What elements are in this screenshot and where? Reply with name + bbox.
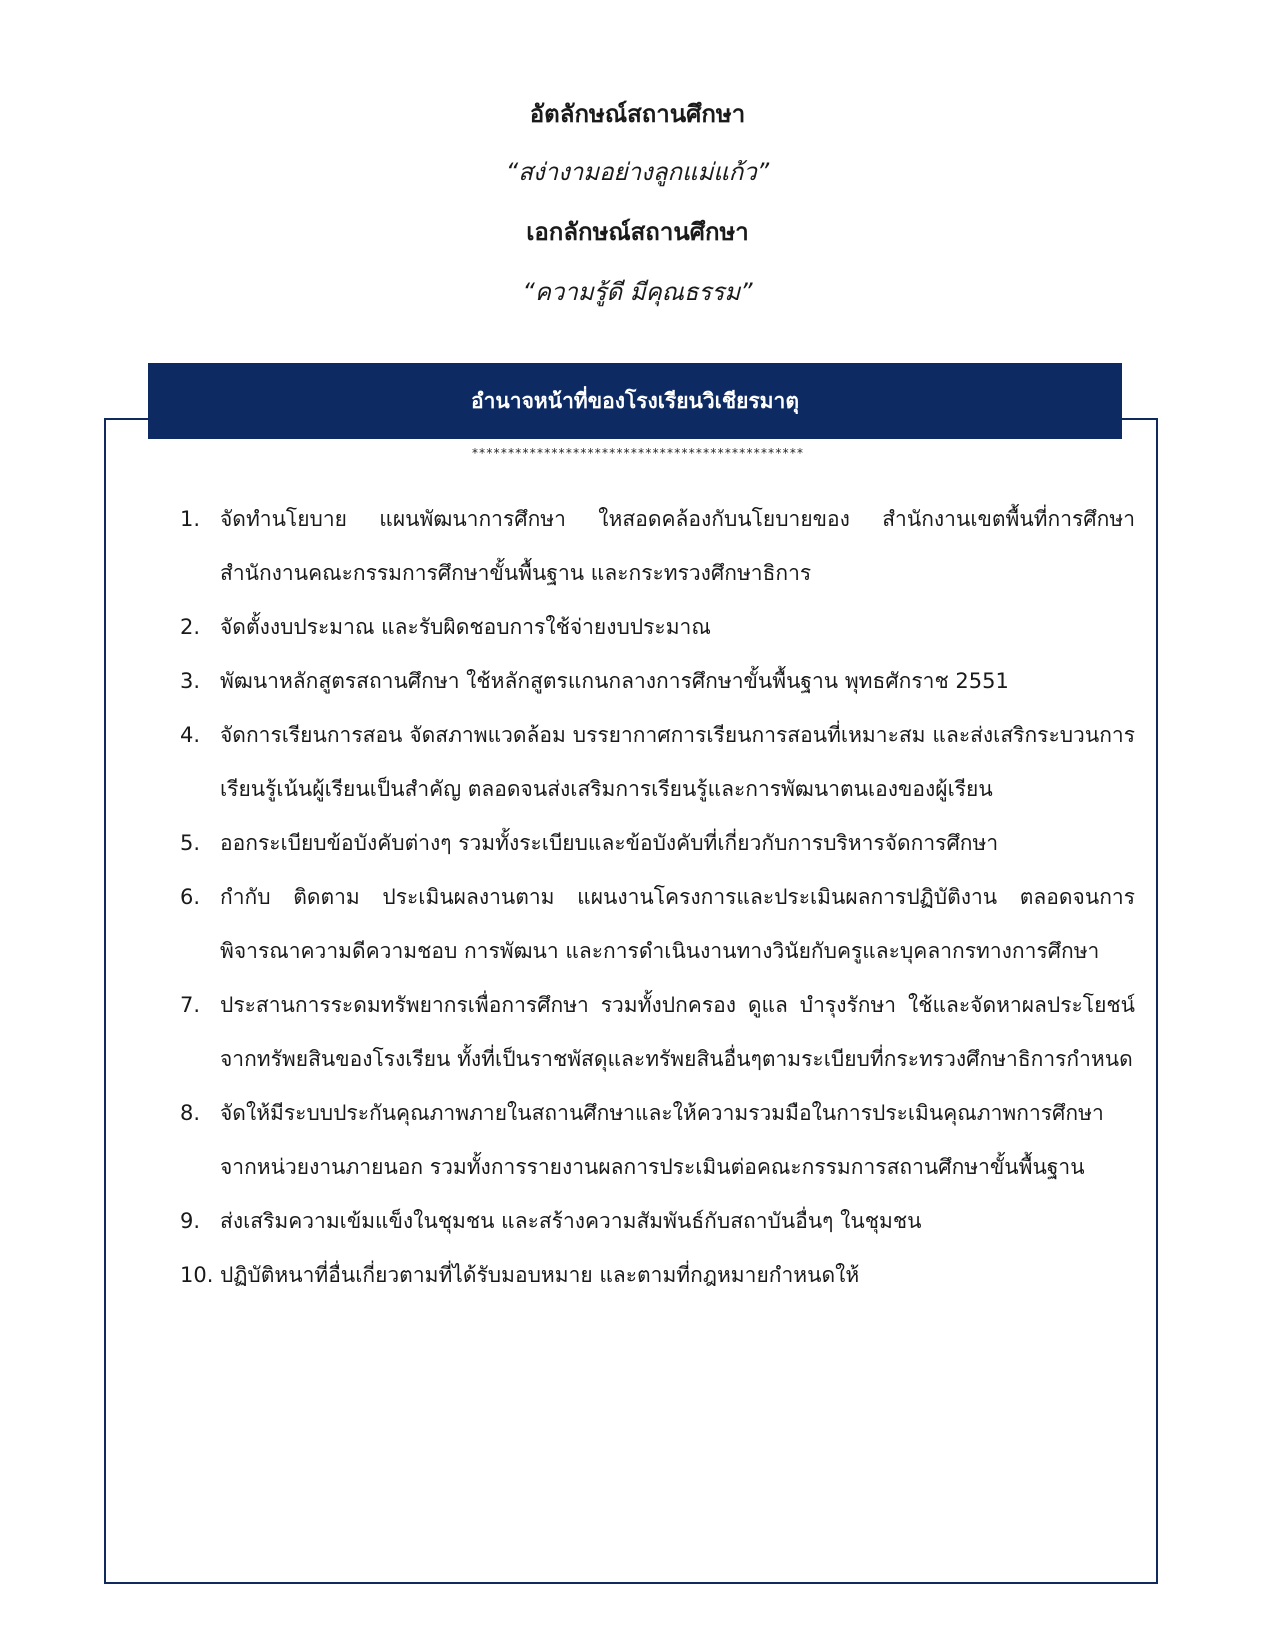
divider-asterisks: ********************************************** bbox=[471, 446, 804, 460]
list-item-number: 9. bbox=[180, 1209, 201, 1233]
list-item-text: ออกระเบียบข้อบังคับต่างๆ รวมทั้งระเบียบและข้อบังคับที่เกี่ยวกับการบริหารจัดการศึกษา bbox=[220, 831, 999, 855]
list-item-number: 10. bbox=[180, 1263, 214, 1287]
list-item-text: ปฏิบัติหนาที่อื่นเกี่ยวตามที่ได้รับมอบหมาย และตามที่กฎหมายกำหนดให้ bbox=[220, 1263, 860, 1287]
list-item bbox=[180, 978, 1135, 1086]
uniqueness-value: “ความรู้ดี มีคุณธรรม” bbox=[522, 278, 753, 306]
list-item-text: จัดการเรียนการสอน จัดสภาพแวดล้อม บรรยากาศการเรียนการสอนที่เหมาะสม และส่งเสริกระบวนการเรียนรู้เน้นผู้เรียนเป็นสำคัญ ตลอดจนส่งเสริมการเรียนรู้และการพัฒนาตนเองของผู้เรียน bbox=[220, 723, 1135, 801]
list-item-number: 3. bbox=[180, 669, 201, 693]
list-item-text: พัฒนาหลักสูตรสถานศึกษา ใช้หลักสูตรแกนกลางการศึกษาขั้นพื้นฐาน พุทธศักราช 2551 bbox=[220, 669, 1009, 693]
list-item-text: ส่งเสริมความเข้มแข็งในชุมชน และสร้างความสัมพันธ์กับสถาบันอื่นๆ ในชุมชน bbox=[220, 1209, 922, 1233]
identity-value: “สง่างามอย่างลูกแม่แก้ว” bbox=[505, 158, 770, 186]
list-item bbox=[180, 600, 1135, 654]
list-item-number: 8. bbox=[180, 1101, 201, 1125]
list-item-text: กำกับ ติดตาม ประเมินผลงานตาม แผนงานโครงการและประเมินผลการปฏิบัติงาน ตลอดจนการพิจารณาความดีความชอบ การพัฒนา และการดำเนินงานทางวินัยกับครูและบุคลากรทางการศึกษา bbox=[220, 885, 1135, 963]
list-item-text: ประสานการระดมทรัพยากรเพื่อการศึกษา รวมทั้งปกครอง ดูแล บำรุงรักษา ใช้และจัดหาผลประโยชน์จากทรัพยสินของโรงเรียน ทั้งที่เป็นราชพัสดุและทรัพยสินอื่นๆตามระเบียบที่กระทรวงศึกษาธิการกำหนด bbox=[220, 993, 1135, 1071]
list-item bbox=[180, 870, 1135, 978]
duties-list bbox=[180, 492, 1135, 1302]
list-item-text: จัดให้มีระบบประกันคุณภาพภายในสถานศึกษาและให้ความรวมมือในการประเมินคุณภาพการศึกษาจากหน่วยงานภายนอก รวมทั้งการรายงานผลการประเมินต่อคณะกรรมการสถานศึกษาขั้นพื้นฐาน bbox=[220, 1101, 1104, 1179]
list-item-text: จัดตั้งงบประมาณ และรับผิดชอบการใช้จ่ายงบประมาณ bbox=[220, 615, 711, 639]
list-item bbox=[180, 1086, 1135, 1194]
list-item-number: 1. bbox=[180, 507, 201, 531]
list-item-number: 7. bbox=[180, 993, 201, 1017]
list-item bbox=[180, 654, 1135, 708]
list-item bbox=[180, 708, 1135, 816]
identity-heading: อัตลักษณ์สถานศึกษา bbox=[529, 100, 746, 128]
list-item bbox=[180, 1248, 1135, 1302]
list-item-number: 2. bbox=[180, 615, 201, 639]
list-item-number: 5. bbox=[180, 831, 201, 855]
list-item-text: จัดทำนโยบาย แผนพัฒนาการศึกษา ใหสอดคล้องกับนโยบายของ สำนักงานเขตพื้นที่การศึกษา สำนักงานคณะกรรมการศึกษาขั้นพื้นฐาน และกระทรวงศึกษาธิการ bbox=[220, 507, 1135, 585]
list-item bbox=[180, 492, 1135, 600]
uniqueness-heading: เอกลักษณ์สถานศึกษา bbox=[526, 218, 749, 246]
list-item-number: 4. bbox=[180, 723, 201, 747]
list-item-number: 6. bbox=[180, 885, 201, 909]
duties-panel-title: อำนาจหน้าที่ของโรงเรียนวิเชียรมาตุ bbox=[148, 363, 1122, 439]
list-item bbox=[180, 1194, 1135, 1248]
list-item bbox=[180, 816, 1135, 870]
